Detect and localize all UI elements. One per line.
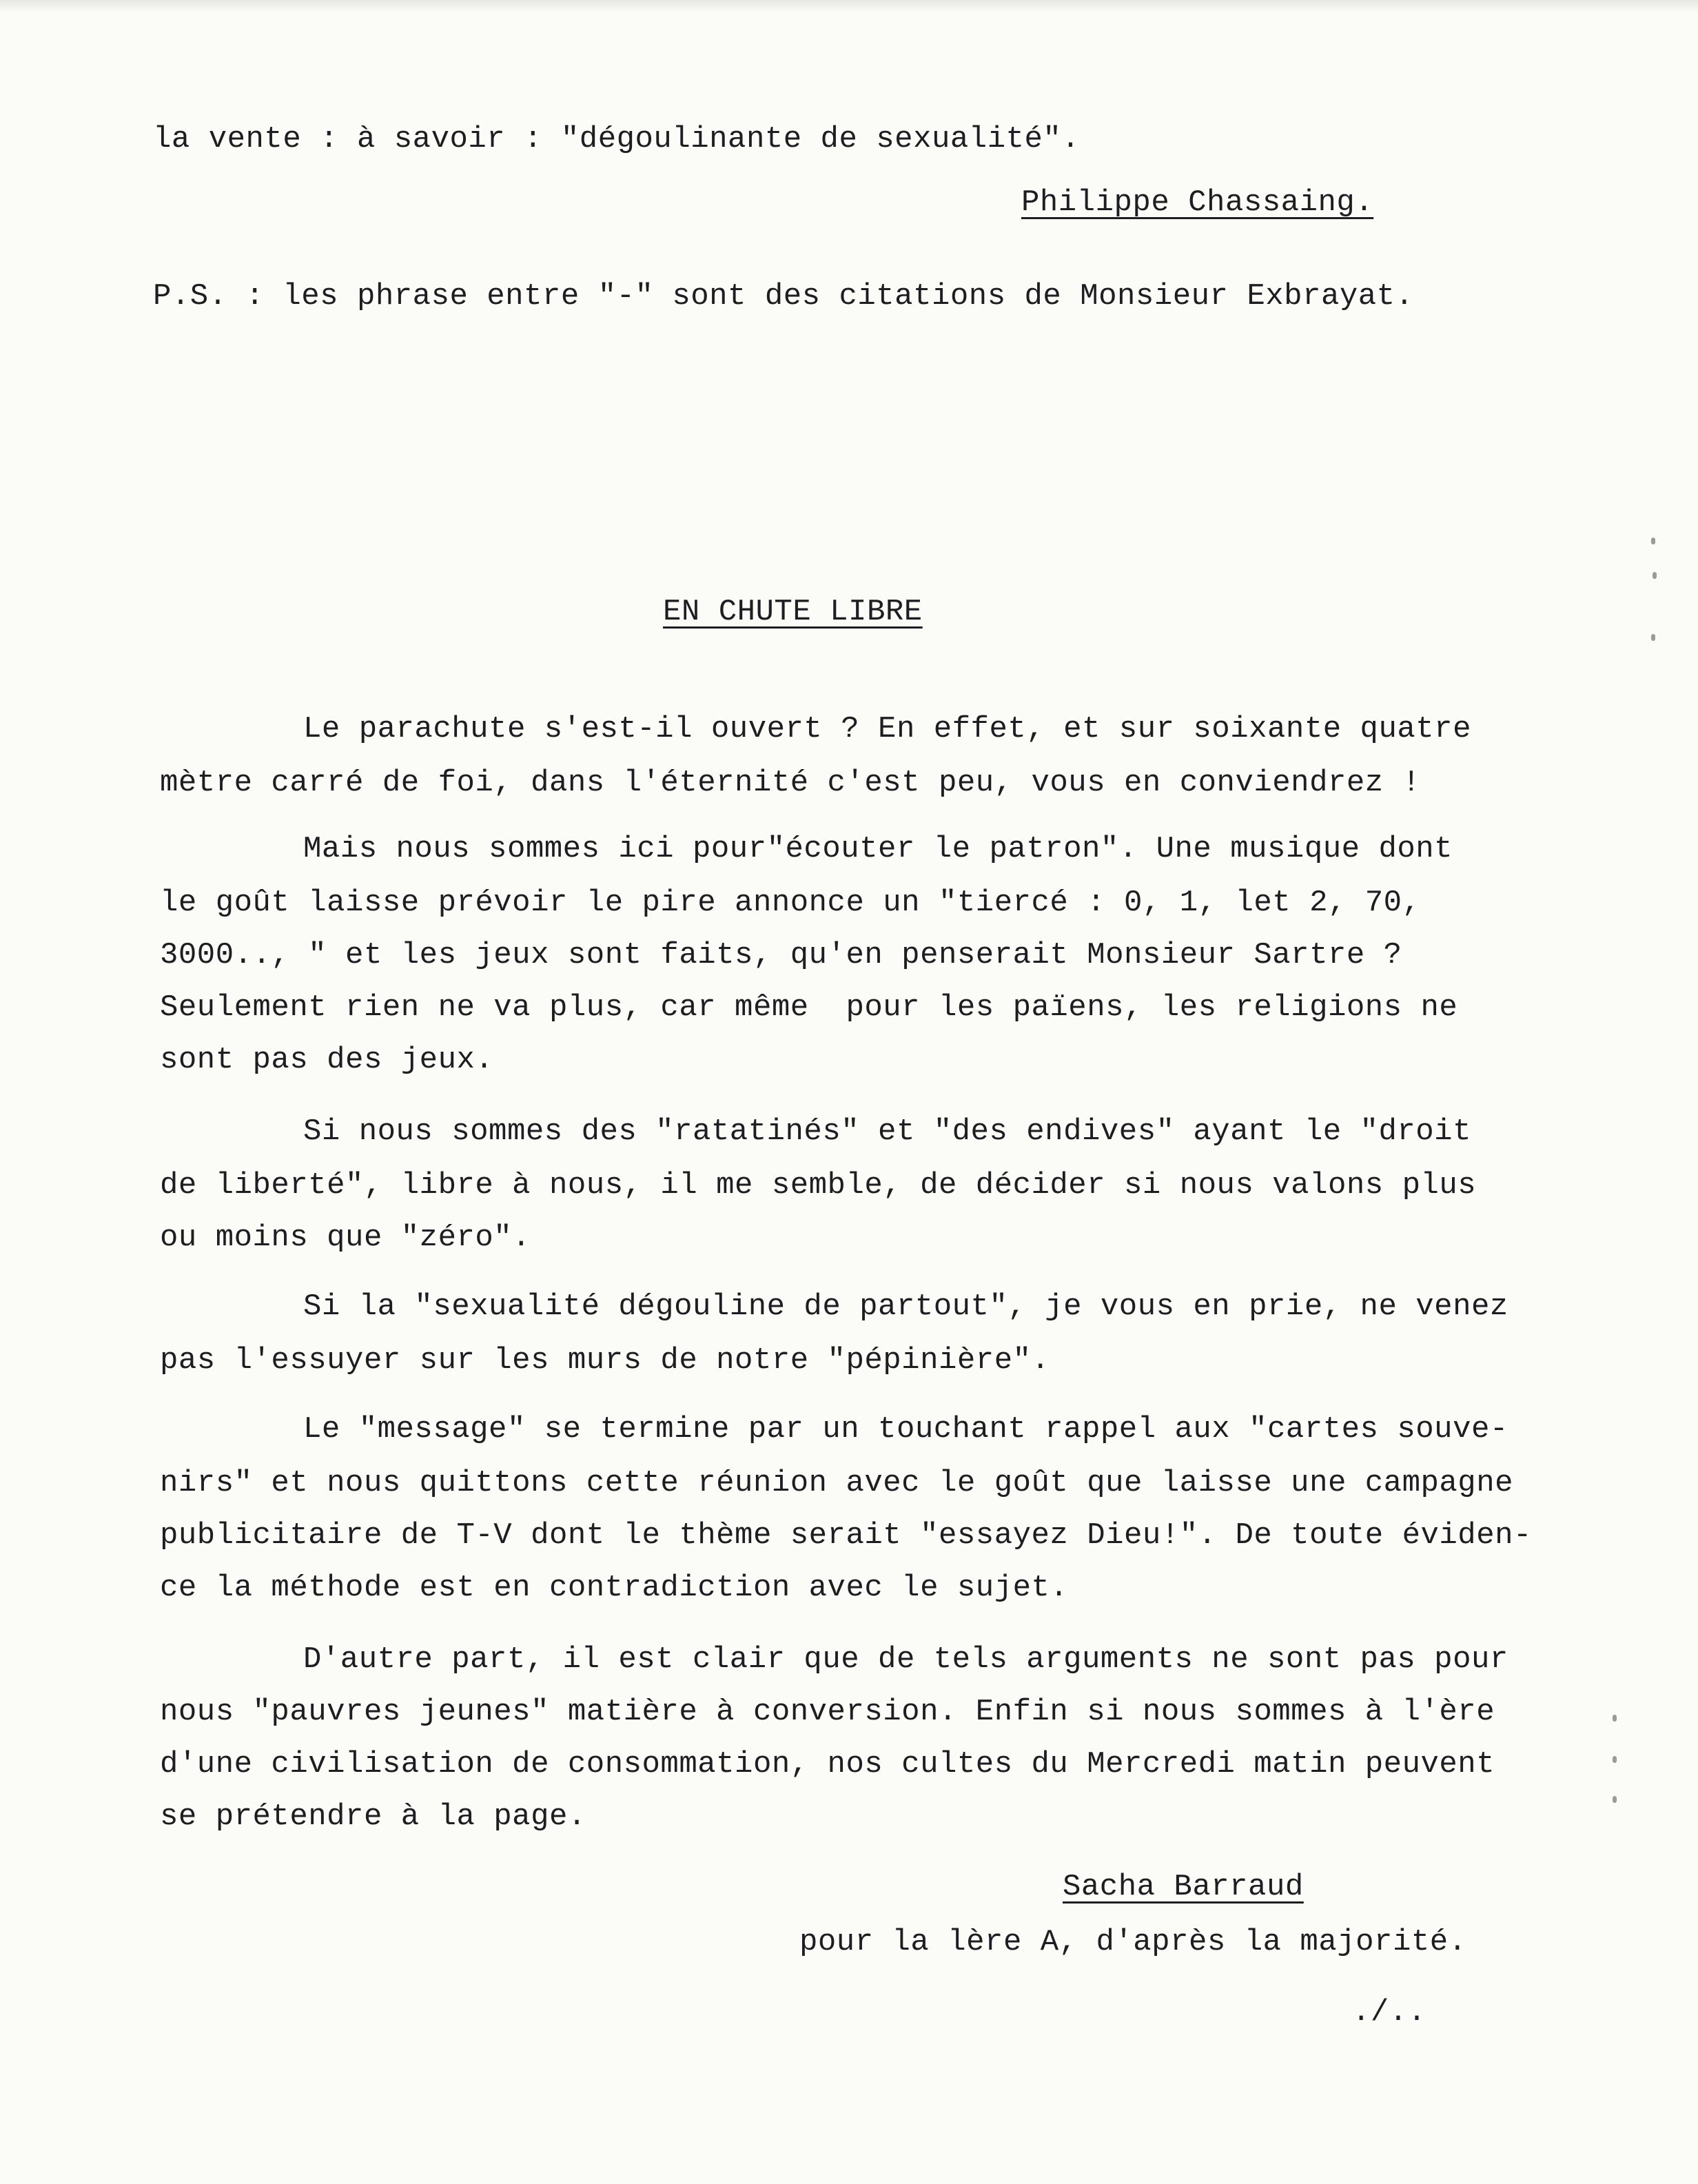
- paragraph-line: D'autre part, il est clair que de tels arguments ne sont pas pour: [303, 1642, 1508, 1677]
- paragraph-line: Si nous sommes des "ratatinés" et "des endives" ayant le "droit: [303, 1114, 1471, 1149]
- paragraph-line: Mais nous sommes ici pour"écouter le patron". Une musique dont: [303, 832, 1453, 866]
- page-top-edge: [0, 0, 1698, 12]
- paragraph-line: Si la "sexualité dégouline de partout", je vous en prie, ne venez: [303, 1289, 1508, 1324]
- paragraph-line: Le parachute s'est-il ouvert ? En effet, et sur soixante quatre: [303, 712, 1471, 746]
- signature-philippe-chassaing: Philippe Chassaing.: [1021, 185, 1374, 220]
- paragraph-line: ce la méthode est en contradiction avec le sujet.: [160, 1571, 1069, 1605]
- paragraph-line: ou moins que "zéro".: [160, 1221, 531, 1255]
- margin-mark: [1653, 572, 1657, 579]
- margin-mark: [1613, 1756, 1617, 1763]
- paragraph-line: d'une civilisation de consommation, nos cultes du Mercredi matin peuvent: [160, 1747, 1495, 1782]
- paragraph-line: 3000.., " et les jeux sont faits, qu'en penserait Monsieur Sartre ?: [160, 938, 1402, 972]
- signature-sacha-barraud: Sacha Barraud: [1063, 1870, 1304, 1904]
- margin-mark: [1651, 634, 1655, 641]
- signature-note: pour la lère A, d'après la majorité.: [799, 1925, 1467, 1959]
- margin-mark: [1651, 538, 1655, 544]
- paragraph-line: sont pas des jeux.: [160, 1043, 494, 1077]
- article-title: EN CHUTE LIBRE: [663, 595, 923, 629]
- paragraph-line: Seulement rien ne va plus, car même pour les païens, les religions ne: [160, 990, 1458, 1025]
- postscript-line: P.S. : les phrase entre "-" sont des citations de Monsieur Exbrayat.: [153, 279, 1414, 314]
- paragraph-line: nous "pauvres jeunes" matière à conversion. Enfin si nous sommes à l'ère: [160, 1695, 1495, 1729]
- carried-over-line: la vente : à savoir : "dégoulinante de sexualité".: [153, 122, 1081, 156]
- paragraph-line: pas l'essuyer sur les murs de notre "pépinière".: [160, 1343, 1050, 1378]
- margin-mark: [1613, 1796, 1617, 1803]
- margin-mark: [1613, 1715, 1617, 1722]
- paragraph-line: se prétendre à la page.: [160, 1799, 586, 1834]
- paragraph-line: nirs" et nous quittons cette réunion avec le goût que laisse une campagne: [160, 1466, 1514, 1500]
- paragraph-line: mètre carré de foi, dans l'éternité c'est peu, vous en conviendrez !: [160, 766, 1421, 800]
- paragraph-line: publicitaire de T-V dont le thème serait "essayez Dieu!". De toute éviden-: [160, 1518, 1532, 1553]
- paragraph-line: Le "message" se termine par un touchant rappel aux "cartes souve-: [303, 1412, 1508, 1447]
- continuation-mark: ./..: [1352, 1995, 1426, 2030]
- paragraph-line: de liberté", libre à nous, il me semble, de décider si nous valons plus: [160, 1168, 1477, 1203]
- paragraph-line: le goût laisse prévoir le pire annonce un "tiercé : 0, 1, let 2, 70,: [160, 886, 1421, 920]
